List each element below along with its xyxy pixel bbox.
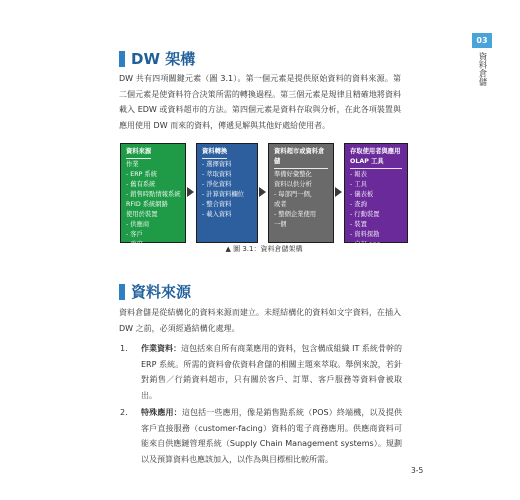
diagram-box-line: - 萃取資料 [202,171,232,178]
diagram-box-line: 作業 [126,161,139,168]
list-item-term: 特殊應用： [141,408,182,417]
list-item [119,405,402,467]
diagram-box-line: - ERP 系統 [126,171,158,178]
list-item-text: 這包括一些應用，像是銷售點系統（POS）終端機，以及提供客戶直接服務（customer-facing）資料的電子商務應用。供應商資料可能來自供應鏈管理系統（Supply Chain Management systems）。規劃以及預算資料也應該加入，以作為與目標相比較所需。 [141,408,403,464]
diagram-box-title: 資料轉換 [202,147,227,159]
diagram-box-data-sources [120,143,186,248]
diagram-box-line: - 政府 [126,241,143,248]
list-item-number: 1. [120,344,128,353]
diagram-box-line: - 計算資料欄位 [202,191,245,198]
section-heading-dw-architecture [119,48,195,69]
diagram-box-line: - 資料探勘 [350,231,380,238]
diagram-box-line: - 報表 [350,171,367,178]
diagram-box-line: - 整合資料 [202,201,232,208]
diagram-box-line: - 淨化資料 [202,181,232,188]
page-number: 3-5 [411,466,424,475]
diagram-box-line: - 工具 [350,181,367,188]
diagram-box-title: 資料超市或資料倉儲 [274,147,328,169]
diagram-box-line: - 查詢 [350,201,367,208]
diagram-box-line: 資料以供分析 [274,181,312,188]
section1-paragraph: DW 共有四項關鍵元素（圖 3.1）。第一個元素是提供原始資料的資料來源。第二個元素是使資料符合決策所需的轉換過程。第三個元素是規律且精確地將資料載入 EDW 或資料超市的方法。第四個元素是資料存取與分析，在此各項裝置與應用使用 DW 而來的資料，傳遞見解與其他好處給使用者。 [119,74,401,130]
diagram-box-line: RFID 系統網路 [126,201,168,208]
diagram-box-access-tools [344,143,408,248]
list-item-term: 作業資料： [141,344,182,353]
figure-caption: ▲ 圖 3.1：資料倉儲架構 [225,245,303,253]
data-source-list [119,341,402,467]
diagram-box-line: - 每部門一個， [274,191,317,198]
diagram-box-line: - 行動裝置 [350,211,380,218]
diagram-box-line: - 供應商 [126,221,150,228]
diagram-box-line: - 儀表板 [350,191,374,198]
chapter-number: 03 [472,33,492,48]
diagram-box-line: - 裝置 [350,221,367,228]
list-item [119,341,402,403]
arrow-right-icon [259,187,266,197]
heading-bar-icon [119,284,125,300]
section2-paragraph: 資料倉儲是從結構化的資料來源而建立。未經結構化的資料如文字資料，在插入 DW 之前，必須經過結構化處理。 [119,308,401,333]
diagram-box-line: - 整個企業使用 [274,211,317,218]
arrow-right-icon [187,187,194,197]
diagram-box-title: 存取使用者與應用 OLAP 工具 [350,147,402,169]
diagram-box-line: - 客戶 [126,231,143,238]
dw-architecture-diagram [120,143,408,248]
arrow-right-icon [335,187,342,197]
diagram-box-line: - 載入資料 [202,211,232,218]
chapter-title: 資料倉儲 [477,52,487,86]
diagram-box-line: - 舊有系統 [126,181,156,188]
diagram-box-data-mart-warehouse [268,143,334,243]
section-title: DW 架構 [131,50,196,68]
diagram-box-line: 使用於裝置 [126,211,158,218]
section-title: 資料來源 [131,283,192,301]
list-item-text: 這包括來自所有商業應用的資料，包含構成組織 IT 系統骨幹的 ERP 系統。所需的資料會依資料倉儲的相關主題來萃取。舉例來說，若針對銷售／行銷資料超市，只有關於客戶、訂單、客戶服務等資料會被取出。 [141,344,402,400]
diagram-box-line: 一個 [274,221,287,228]
diagram-box-line: - 選擇資料 [202,161,232,168]
diagram-box-line: - 銷售時點情報系統 [126,191,181,198]
diagram-box-data-transformation [196,143,258,243]
diagram-box-line: - 自訂 app [350,241,381,248]
diagram-box-title: 資料來源 [126,147,151,159]
heading-bar-icon [119,51,125,67]
section-heading-data-sources [119,281,191,302]
diagram-box-line: 或者 [274,201,287,208]
diagram-box-line: 準備好彙整化 [274,171,312,178]
list-item-number: 2. [120,408,128,417]
chapter-tab [472,33,492,86]
